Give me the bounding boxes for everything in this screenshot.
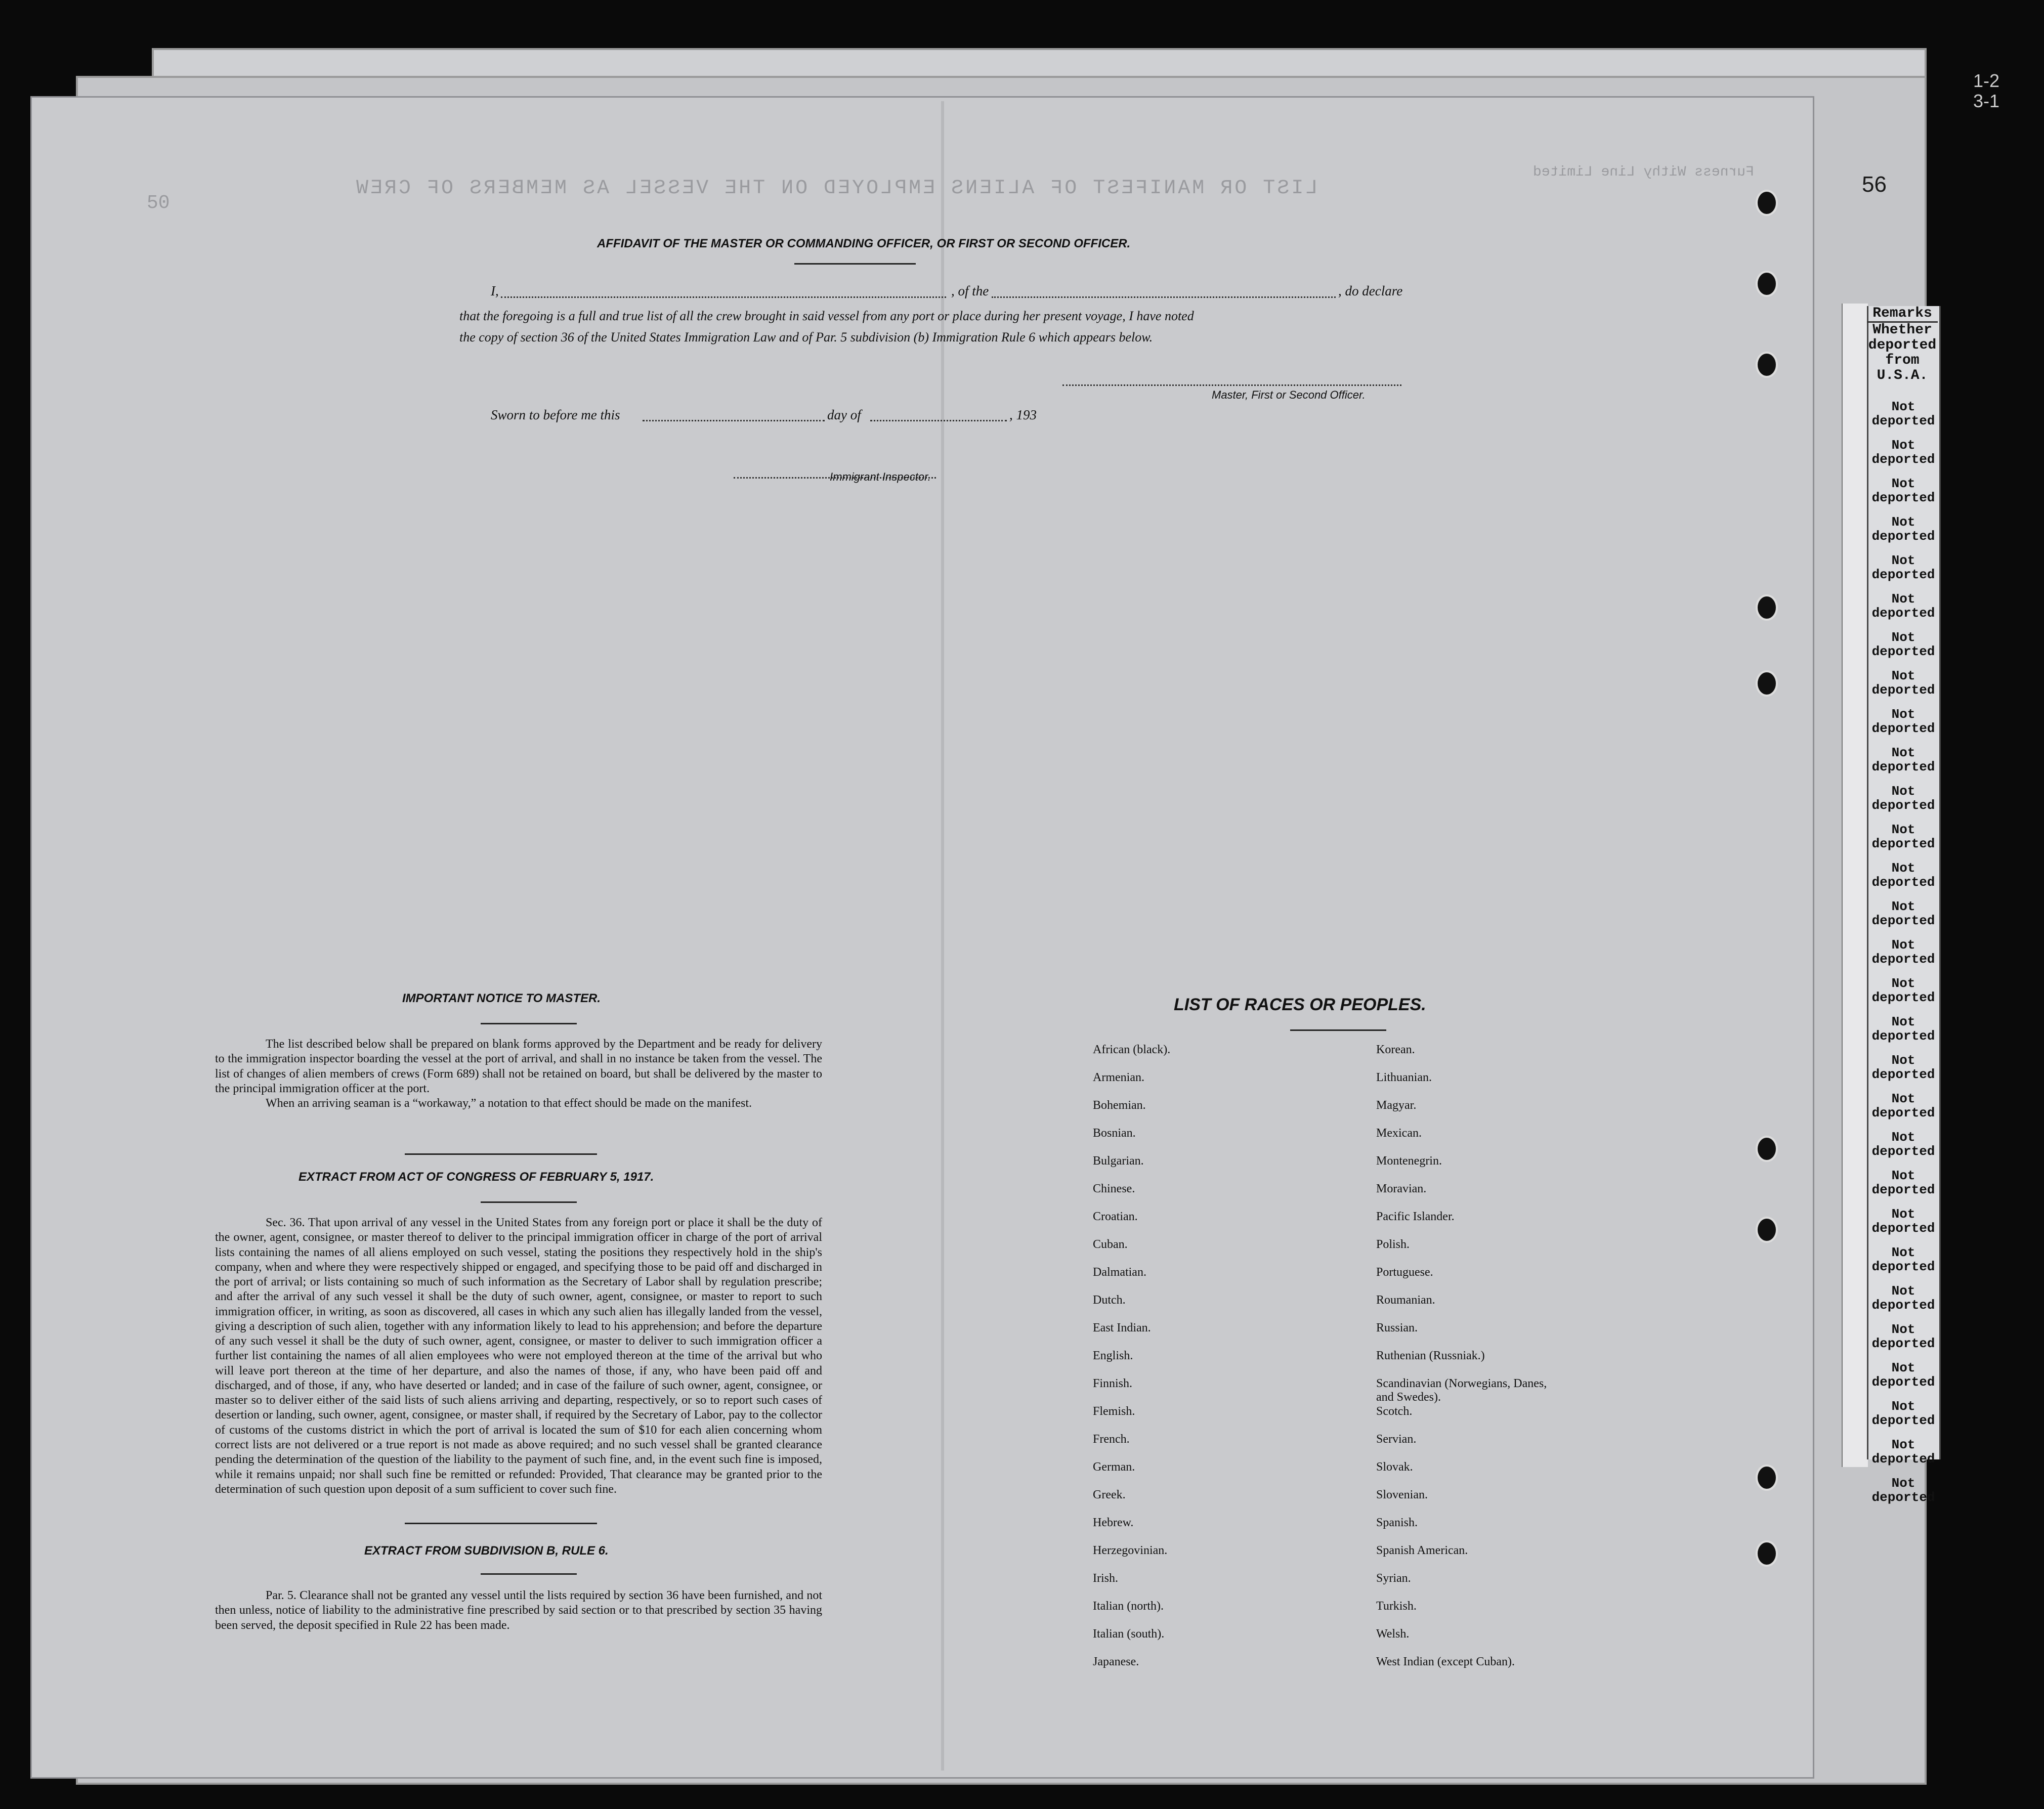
extract-rule-rule	[481, 1573, 577, 1575]
race-item: Scandinavian (Norwegians, Danes, and Swedes).	[1376, 1377, 1547, 1404]
remarks-entry: Not deported	[1871, 1168, 1935, 1197]
race-item: Hebrew.	[1093, 1516, 1134, 1529]
remarks-entry: Not deported	[1871, 1091, 1935, 1121]
remarks-entry: Not deported	[1871, 860, 1935, 890]
race-item: Lithuanian.	[1376, 1071, 1432, 1084]
remarks-entry: Not deported	[1871, 438, 1935, 467]
race-item: Dutch.	[1093, 1294, 1126, 1307]
sworn-year: , 193	[1009, 407, 1037, 422]
race-item: Spanish American.	[1376, 1544, 1468, 1557]
race-item: Russian.	[1376, 1321, 1418, 1334]
remarks-entry: Not deported	[1871, 476, 1935, 505]
remarks-entry: Not deported	[1871, 1399, 1935, 1428]
remarks-entry: Not deported	[1871, 1207, 1935, 1236]
punch-hole-5	[1756, 670, 1778, 697]
race-item: Bulgarian.	[1093, 1154, 1144, 1168]
race-item: Syrian.	[1376, 1572, 1411, 1585]
race-item: French.	[1093, 1433, 1130, 1446]
race-item: Irish.	[1093, 1572, 1118, 1585]
remarks-entry: Not deported	[1871, 1014, 1935, 1044]
remarks-entry: Not deported	[1871, 553, 1935, 582]
remarks-sub-4: U.S.A.	[1877, 368, 1928, 383]
affidavit-vessel-field	[992, 287, 1336, 298]
notice-end-rule	[405, 1153, 597, 1155]
race-item: Cuban.	[1093, 1238, 1128, 1251]
remarks-entry: Not deported	[1871, 784, 1935, 813]
remarks-sub-3: from	[1885, 353, 1920, 368]
remarks-entry: Not deported	[1871, 1130, 1935, 1159]
remarks-entry: Not deported	[1871, 745, 1935, 774]
remarks-entry: Not deported	[1871, 591, 1935, 621]
remarks-header	[1867, 306, 1938, 383]
race-item: Mexican.	[1376, 1127, 1422, 1140]
race-item: Bosnian.	[1093, 1127, 1136, 1140]
remarks-sub-1: Whether	[1872, 322, 1932, 338]
remarks-entry: Not deported	[1871, 1283, 1935, 1313]
remarks-entries	[1868, 400, 1939, 1515]
extract-rule-title: EXTRACT FROM SUBDIVISION B, RULE 6.	[364, 1544, 609, 1558]
race-item: Japanese.	[1093, 1655, 1139, 1668]
race-item: Montenegrin.	[1376, 1154, 1442, 1168]
page-fold	[941, 101, 944, 1771]
race-item: Bohemian.	[1093, 1099, 1146, 1112]
master-signature-line	[1062, 374, 1401, 386]
race-item: Moravian.	[1376, 1182, 1427, 1195]
remarks-entry: Not deported	[1871, 899, 1935, 928]
race-item: Chinese.	[1093, 1182, 1135, 1195]
race-item: Polish.	[1376, 1238, 1410, 1251]
race-item: West Indian (except Cuban).	[1376, 1655, 1515, 1668]
race-item: Greek.	[1093, 1488, 1126, 1501]
remarks-entry: Not deported	[1871, 399, 1935, 428]
race-item: Armenian.	[1093, 1071, 1144, 1084]
affidavit-line1-of: , of the	[951, 283, 989, 298]
page-number: 56	[1862, 172, 1887, 197]
race-item: Korean.	[1376, 1043, 1415, 1056]
punch-hole-3	[1756, 352, 1778, 378]
race-item: Spanish.	[1376, 1516, 1418, 1529]
race-item: East Indian.	[1093, 1321, 1151, 1334]
sworn-day-of: day of	[827, 407, 861, 422]
race-item: Roumanian.	[1376, 1294, 1435, 1307]
remarks-entry: Not deported	[1871, 1476, 1935, 1505]
race-item: Flemish.	[1093, 1405, 1135, 1418]
races-right-column	[1376, 1043, 1548, 1683]
inspector-label: Immigrant Inspector.	[830, 470, 931, 483]
remarks-entry: Not deported	[1871, 1322, 1935, 1351]
sworn-text: Sworn to before me this	[491, 407, 620, 422]
punch-hole-6	[1756, 1136, 1778, 1162]
affidavit-name-field	[501, 287, 946, 298]
extract-act-end-rule	[405, 1523, 597, 1524]
race-item: Turkish.	[1376, 1600, 1417, 1613]
extract-rule-text: Par. 5. Clearance shall not be granted any vessel until the lists required by section 36 have been furnished, and not then unless, notice of liability to the administrative fine prescribed by said section or to that prescribed by section 35 having been served, the deposit specified in Rule 22 has been made.	[215, 1589, 822, 1632]
notice-body	[215, 1037, 822, 1111]
races-title: LIST OF RACES OR PEOPLES.	[1174, 995, 1426, 1014]
race-item: Scotch.	[1376, 1405, 1413, 1418]
punch-hole-8	[1756, 1465, 1778, 1491]
remarks-header-title: Remarks	[1867, 306, 1938, 323]
race-item: Herzegovinian.	[1093, 1544, 1168, 1557]
punch-hole-4	[1756, 594, 1778, 621]
races-left-column	[1093, 1043, 1305, 1683]
race-item: Italian (south).	[1093, 1627, 1165, 1641]
extract-act-title: EXTRACT FROM ACT OF CONGRESS OF FEBRUARY 5, 1917.	[299, 1170, 654, 1184]
notice-para-2: When an arriving seaman is a “workaway,” a notation to that effect should be made on the manifest.	[266, 1097, 752, 1110]
affidavit-line2: that the foregoing is a full and true list of all the crew brought in said vessel from any port or place during her present voyage, I have noted	[459, 309, 1194, 323]
remarks-entry: Not deported	[1871, 822, 1935, 851]
race-item: Pacific Islander.	[1376, 1210, 1455, 1223]
race-item: Magyar.	[1376, 1099, 1417, 1112]
ghost-manifest-title: LIST OR MANIFEST OF ALIENS EMPLOYED ON THE VESSEL AS MEMBERS OF CREW	[354, 177, 1318, 200]
affidavit-rule	[794, 263, 916, 265]
ghost-company: Furness Withy Line Limited	[1533, 164, 1754, 180]
affidavit-line3: the copy of section 36 of the United States Immigration Law and of Par. 5 subdivision (b) Immigration Rule 6 which appears below.	[459, 330, 1153, 344]
remarks-entry: Not deported	[1871, 976, 1935, 1005]
race-item: African (black).	[1093, 1043, 1171, 1056]
master-label: Master, First or Second Officer.	[1212, 389, 1366, 401]
race-item: Dalmatian.	[1093, 1266, 1146, 1279]
race-item: Croatian.	[1093, 1210, 1138, 1223]
corner-mark-2: 3-1	[1973, 90, 2000, 111]
extract-act-text: Sec. 36. That upon arrival of any vessel in the United States from any foreign port or place it shall be the duty of the owner, agent, consignee, or master thereof to deliver to the principal immigration officer in charge of the port of arrival lists containing the names of all aliens employed on such vessel, stating the positions they respectively hold in the ship's company, when and where they were respectively shipped or engaged, and specifying those to be paid off and discharged in the port of arrival; or lists containing so much of such information as the Secretary of Labor shall by regulation prescribe; and after the arrival of any such vessel it shall be the duty of such owner, agent, consignee, or master to report to such immigration officer, in writing, as soon as discovered, all cases in which any such alien has illegally landed from the vessel, giving a description of such alien, together with any information likely to lead to his apprehension; and before the departure of any such vessel it shall be the duty of such owner, agent, consignee, or master to deliver to such immigration officer a further list containing the names of all alien employees who were not employed thereon at the time of the arrival but who will leave port thereon at the time of her departure, and also the names of those, if any, who have been paid off and discharged, and of those, if any, who have deserted or landed; and in case of the failure of such owner, agent, consignee, or master so to deliver either of the said lists of such aliens arriving and departing, respectively, or so to report such cases of desertion or landing, such owner, agent, consignee, or master shall, if required by the Secretary of Labor, pay to the collector of customs of the customs district in which the port of arrival is located the sum of $10 for each alien concerning whom correct lists are not delivered or a true report is not made as above required; and no such vessel shall be granted clearance pending the determination of the question of the liability to the payment of such fine, and, in the event such fine is imposed, while it remains unpaid; nor shall such fine be remitted or refunded: Provided, That clearance may be granted prior to the determination of such question upon deposit of a sum sufficient to cover such fine.	[215, 1216, 822, 1496]
punch-hole-2	[1756, 271, 1778, 297]
remarks-entry: Not deported	[1871, 1053, 1935, 1082]
notice-rule	[481, 1023, 577, 1024]
race-item: Finnish.	[1093, 1377, 1133, 1390]
race-item: Ruthenian (Russniak.)	[1376, 1349, 1485, 1362]
affidavit-line1-i: I,	[491, 283, 499, 298]
race-item: Italian (north).	[1093, 1600, 1164, 1613]
punch-hole-9	[1756, 1540, 1778, 1567]
extract-rule-body	[215, 1588, 822, 1633]
race-item: German.	[1093, 1460, 1135, 1474]
notice-title: IMPORTANT NOTICE TO MASTER.	[402, 992, 601, 1005]
race-item: Slovenian.	[1376, 1488, 1428, 1501]
remarks-entry: Not deported	[1871, 514, 1935, 544]
race-item: Servian.	[1376, 1433, 1417, 1446]
remarks-entry: Not deported	[1871, 1437, 1935, 1467]
remarks-entry: Not deported	[1871, 668, 1935, 698]
remarks-entry: Not deported	[1871, 937, 1935, 967]
race-item: English.	[1093, 1349, 1133, 1362]
race-item: Welsh.	[1376, 1627, 1410, 1641]
notice-para-1: The list described below shall be prepared on blank forms approved by the Department and be ready for delivery to the immigration inspector boarding the vessel at the port of arrival, and shall in no instance be taken from the vessel. The list of changes of alien members of crews (Form 689) shall not be retained on board, but shall be delivered by the master to the principal immigration officer at the port.	[215, 1038, 822, 1095]
punch-hole-1	[1756, 190, 1778, 216]
extract-act-rule	[481, 1201, 577, 1203]
affidavit-line1-declare: , do declare	[1338, 283, 1403, 298]
ghost-sheet-number: 50	[147, 192, 170, 214]
remarks-entry: Not deported	[1871, 1360, 1935, 1390]
sworn-month-field	[870, 411, 1007, 421]
remarks-entry: Not deported	[1871, 630, 1935, 659]
sworn-day-field	[643, 411, 825, 421]
remarks-entry: Not deported	[1871, 1245, 1935, 1274]
remarks-entry: Not deported	[1871, 707, 1935, 736]
corner-mark-1: 1-2	[1973, 70, 2000, 91]
remarks-sub-2: deported	[1868, 337, 1937, 353]
race-item: Slovak.	[1376, 1460, 1413, 1474]
race-item: Portuguese.	[1376, 1266, 1433, 1279]
right-margin-strip	[1842, 304, 1868, 1467]
affidavit-title: AFFIDAVIT OF THE MASTER OR COMMANDING OFFICER, OR FIRST OR SECOND OFFICER.	[597, 237, 1131, 250]
extract-act-body	[215, 1216, 822, 1497]
corner-marks	[1973, 71, 1999, 111]
races-rule	[1290, 1029, 1386, 1031]
punch-hole-7	[1756, 1217, 1778, 1243]
